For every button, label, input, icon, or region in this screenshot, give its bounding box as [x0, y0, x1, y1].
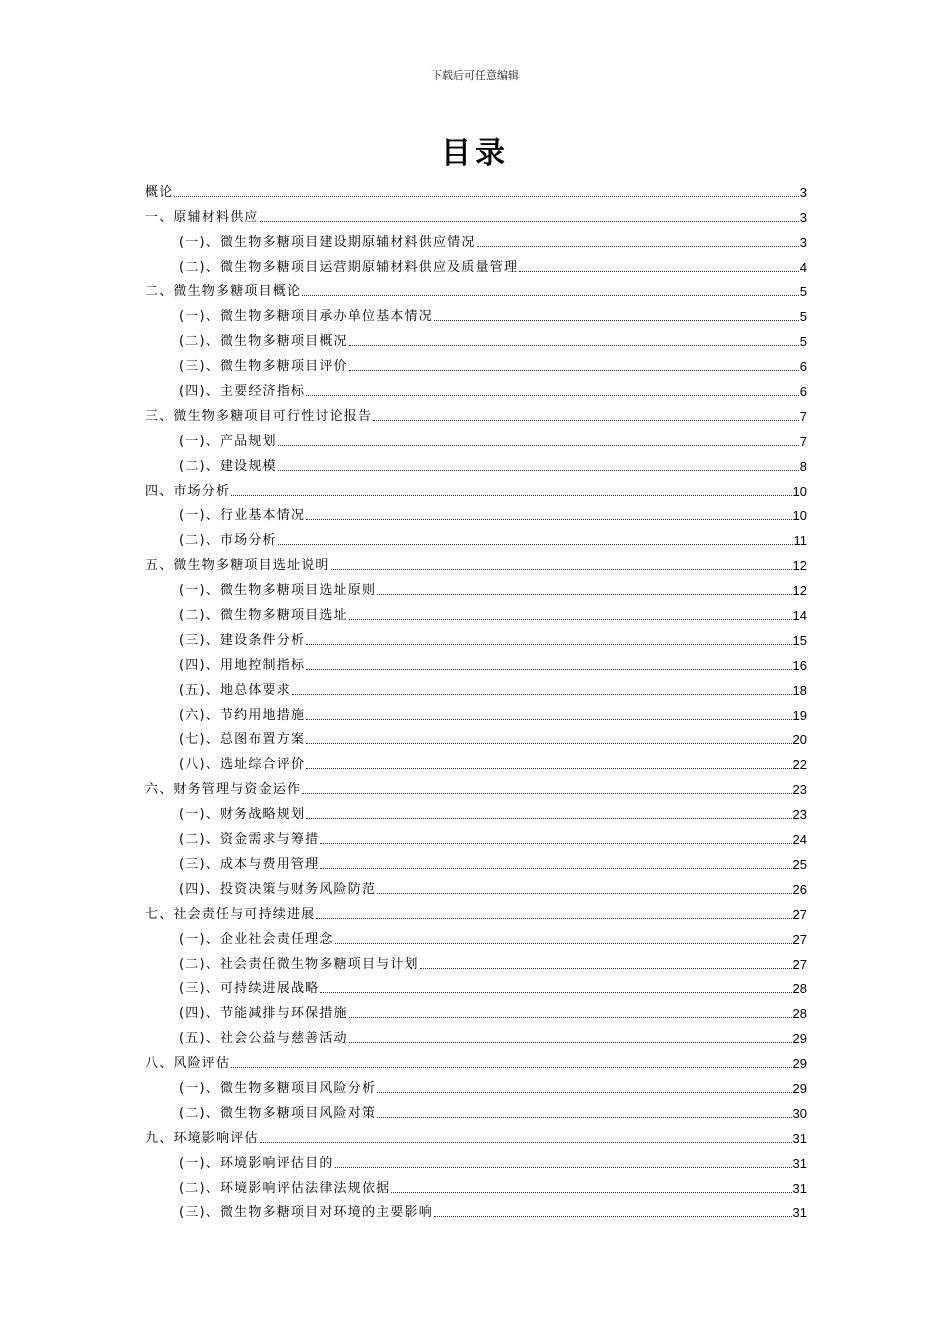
toc-entry-page-number: 28: [792, 1006, 807, 1022]
toc-entry-label: (二)、市场分析: [179, 533, 277, 549]
toc-dot-leader: [391, 1192, 791, 1193]
toc-entry[interactable]: [145, 176, 807, 201]
toc-dot-leader: [349, 370, 799, 371]
toc-dot-leader: [349, 1017, 792, 1018]
toc-entry-label: (八)、选址综合评价: [179, 757, 306, 773]
toc-entry-label: 五、微生物多糖项目选址说明: [145, 558, 330, 574]
toc-dot-leader: [434, 320, 799, 321]
toc-entry-label: (一)、微生物多糖项目承办单位基本情况: [179, 309, 433, 325]
table-of-contents: [145, 176, 807, 1221]
toc-entry[interactable]: [145, 649, 807, 674]
toc-entry-label: (三)、建设条件分析: [179, 632, 306, 648]
toc-entry-label: (五)、社会公益与慈善活动: [179, 1031, 348, 1047]
toc-entry-label: 一、原辅材料供应: [145, 209, 259, 225]
toc-entry-label: 七、社会责任与可持续进展: [145, 906, 316, 922]
toc-entry[interactable]: [145, 1122, 807, 1147]
toc-entry-label: (六)、节约用地措施: [179, 707, 306, 723]
toc-entry[interactable]: [145, 201, 807, 226]
toc-entry-page-number: 23: [792, 807, 807, 823]
toc-entry-page-number: 27: [792, 906, 807, 922]
toc-entry[interactable]: [145, 500, 807, 525]
toc-entry-page-number: 31: [792, 1130, 807, 1146]
toc-dot-leader: [335, 943, 792, 944]
toc-dot-leader: [377, 594, 791, 595]
toc-entry-page-number: 31: [792, 1205, 807, 1221]
toc-entry-label: (一)、行业基本情况: [179, 508, 306, 524]
toc-entry[interactable]: [145, 997, 807, 1022]
toc-entry-label: (一)、微生物多糖项目建设期原辅材料供应情况: [179, 234, 476, 250]
toc-entry-label: (四)、投资决策与财务风险防范: [179, 881, 377, 897]
toc-entry-label: (二)、建设规模: [179, 458, 277, 474]
toc-entry[interactable]: [145, 748, 807, 773]
toc-entry-label: (一)、财务战略规划: [179, 807, 306, 823]
toc-entry-page-number: 5: [799, 309, 807, 325]
toc-entry-label: (三)、微生物多糖项目对环境的主要影响: [179, 1205, 433, 1221]
toc-dot-leader: [306, 669, 791, 670]
toc-dot-leader: [420, 968, 792, 969]
toc-entry[interactable]: [145, 1047, 807, 1072]
toc-entry-page-number: 6: [799, 384, 807, 400]
toc-entry[interactable]: [145, 450, 807, 475]
toc-entry-label: (一)、微生物多糖项目风险分析: [179, 1080, 377, 1096]
toc-dot-leader: [320, 868, 791, 869]
toc-dot-leader: [306, 519, 791, 520]
toc-dot-leader: [331, 569, 792, 570]
toc-entry[interactable]: [145, 549, 807, 574]
toc-entry-page-number: 3: [799, 184, 807, 200]
toc-entry-page-number: 15: [792, 632, 807, 648]
toc-entry-page-number: 3: [799, 234, 807, 250]
toc-dot-leader: [349, 1042, 792, 1043]
toc-entry-label: (二)、微生物多糖项目概况: [179, 334, 348, 350]
toc-entry[interactable]: [145, 898, 807, 923]
toc-entry[interactable]: [145, 973, 807, 998]
toc-entry-label: (二)、微生物多糖项目运营期原辅材料供应及质量管理: [179, 259, 519, 275]
toc-entry-page-number: 28: [792, 981, 807, 997]
toc-dot-leader: [377, 1092, 791, 1093]
toc-dot-leader: [278, 544, 793, 545]
toc-entry[interactable]: [145, 1172, 807, 1197]
toc-entry[interactable]: [145, 923, 807, 948]
toc-entry[interactable]: [145, 624, 807, 649]
toc-entry-page-number: 12: [792, 583, 807, 599]
toc-entry-page-number: 31: [792, 1180, 807, 1196]
toc-entry-label: 八、风险评估: [145, 1056, 231, 1072]
toc-entry-page-number: 20: [792, 732, 807, 748]
toc-entry[interactable]: [145, 1072, 807, 1097]
toc-entry[interactable]: [145, 524, 807, 549]
toc-entry-page-number: 30: [792, 1105, 807, 1121]
toc-dot-leader: [320, 992, 791, 993]
toc-dot-leader: [349, 345, 799, 346]
toc-entry-label: (七)、总图布置方案: [179, 732, 306, 748]
toc-entry-page-number: 29: [792, 1056, 807, 1072]
toc-entry[interactable]: [145, 475, 807, 500]
toc-dot-leader: [373, 420, 799, 421]
toc-entry[interactable]: [145, 400, 807, 425]
toc-dot-leader: [302, 295, 799, 296]
toc-entry-page-number: 24: [792, 832, 807, 848]
toc-entry[interactable]: [145, 226, 807, 251]
toc-entry[interactable]: [145, 773, 807, 798]
toc-entry[interactable]: [145, 798, 807, 823]
toc-entry-label: (三)、微生物多糖项目评价: [179, 359, 348, 375]
toc-entry[interactable]: [145, 724, 807, 749]
toc-dot-leader: [231, 495, 791, 496]
toc-entry-page-number: 31: [792, 1155, 807, 1171]
toc-dot-leader: [434, 1216, 792, 1217]
toc-dot-leader: [316, 918, 791, 919]
toc-entry[interactable]: [145, 1147, 807, 1172]
toc-dot-leader: [306, 395, 799, 396]
toc-entry-label: 四、市场分析: [145, 483, 231, 499]
toc-entry[interactable]: [145, 300, 807, 325]
toc-entry-page-number: 26: [792, 881, 807, 897]
toc-entry-page-number: 10: [792, 483, 807, 499]
toc-entry[interactable]: [145, 1197, 807, 1222]
toc-entry-label: 二、微生物多糖项目概论: [145, 284, 302, 300]
toc-entry-label: 三、微生物多糖项目可行性讨论报告: [145, 408, 373, 424]
toc-entry-page-number: 7: [799, 408, 807, 424]
toc-entry-label: (四)、主要经济指标: [179, 384, 306, 400]
toc-entry-page-number: 27: [792, 931, 807, 947]
toc-entry-page-number: 19: [792, 707, 807, 723]
toc-entry[interactable]: [145, 699, 807, 724]
toc-entry-label: (二)、微生物多糖项目风险对策: [179, 1105, 377, 1121]
toc-entry[interactable]: [145, 674, 807, 699]
toc-entry[interactable]: [145, 251, 807, 276]
toc-dot-leader: [320, 843, 791, 844]
toc-entry-label: (二)、环境影响评估法律法规依据: [179, 1180, 391, 1196]
toc-entry-page-number: 18: [792, 682, 807, 698]
toc-entry-page-number: 23: [792, 782, 807, 798]
toc-entry-label: (一)、企业社会责任理念: [179, 931, 334, 947]
toc-entry-label: 六、财务管理与资金运作: [145, 782, 302, 798]
toc-dot-leader: [306, 719, 791, 720]
toc-dot-leader: [477, 246, 799, 247]
toc-entry-label: (一)、环境影响评估目的: [179, 1155, 334, 1171]
toc-entry-page-number: 5: [799, 334, 807, 350]
toc-dot-leader: [292, 694, 792, 695]
toc-entry-label: (一)、产品规划: [179, 433, 277, 449]
toc-dot-leader: [302, 793, 791, 794]
toc-entry[interactable]: [145, 848, 807, 873]
toc-entry-page-number: 5: [799, 284, 807, 300]
toc-dot-leader: [231, 1067, 791, 1068]
toc-entry[interactable]: [145, 823, 807, 848]
toc-entry-label: (五)、地总体要求: [179, 682, 291, 698]
toc-entry-page-number: 22: [792, 757, 807, 773]
toc-dot-leader: [306, 644, 791, 645]
toc-dot-leader: [377, 893, 791, 894]
toc-entry[interactable]: [145, 350, 807, 375]
toc-dot-leader: [335, 1167, 792, 1168]
toc-entry-page-number: 7: [799, 433, 807, 449]
toc-entry-page-number: 4: [799, 259, 807, 275]
toc-entry-page-number: 29: [792, 1031, 807, 1047]
toc-entry-label: 九、环境影响评估: [145, 1130, 259, 1146]
toc-entry[interactable]: [145, 1022, 807, 1047]
toc-entry-label: (三)、可持续进展战略: [179, 981, 320, 997]
toc-dot-leader: [306, 743, 791, 744]
toc-dot-leader: [519, 271, 799, 272]
toc-entry-label: (二)、微生物多糖项目选址: [179, 608, 348, 624]
toc-entry-page-number: 6: [799, 359, 807, 375]
toc-entry[interactable]: [145, 325, 807, 350]
toc-entry-label: (一)、微生物多糖项目选址原则: [179, 583, 377, 599]
toc-entry[interactable]: [145, 425, 807, 450]
toc-dot-leader: [278, 470, 799, 471]
toc-entry-label: (二)、资金需求与筹措: [179, 832, 320, 848]
toc-entry[interactable]: [145, 948, 807, 973]
toc-dot-leader: [306, 818, 791, 819]
toc-dot-leader: [260, 1142, 792, 1143]
toc-entry-label: (四)、节能减排与环保措施: [179, 1006, 348, 1022]
toc-entry-page-number: 14: [792, 608, 807, 624]
toc-entry-page-number: 27: [792, 956, 807, 972]
toc-entry-label: (二)、社会责任微生物多糖项目与计划: [179, 956, 419, 972]
toc-entry-label: 概论: [145, 184, 174, 200]
toc-entry[interactable]: [145, 599, 807, 624]
toc-entry-page-number: 16: [792, 657, 807, 673]
toc-entry-page-number: 10: [792, 508, 807, 524]
toc-dot-leader: [306, 768, 791, 769]
toc-dot-leader: [174, 196, 798, 197]
toc-entry[interactable]: [145, 1097, 807, 1122]
page-header-note: 下载后可任意编辑: [431, 69, 519, 82]
toc-entry-label: (四)、用地控制指标: [179, 657, 306, 673]
toc-title: 目录: [441, 136, 509, 171]
toc-entry-page-number: 29: [792, 1080, 807, 1096]
toc-entry-page-number: 11: [793, 533, 807, 549]
toc-entry-page-number: 25: [792, 856, 807, 872]
toc-entry[interactable]: [145, 375, 807, 400]
toc-entry-page-number: 12: [792, 558, 807, 574]
toc-entry[interactable]: [145, 574, 807, 599]
toc-entry[interactable]: [145, 276, 807, 301]
toc-dot-leader: [260, 221, 799, 222]
toc-dot-leader: [278, 445, 799, 446]
toc-dot-leader: [349, 619, 792, 620]
toc-entry-label: (三)、成本与费用管理: [179, 856, 320, 872]
toc-entry-page-number: 8: [799, 458, 807, 474]
toc-entry[interactable]: [145, 873, 807, 898]
toc-entry-page-number: 3: [799, 209, 807, 225]
toc-dot-leader: [377, 1117, 791, 1118]
